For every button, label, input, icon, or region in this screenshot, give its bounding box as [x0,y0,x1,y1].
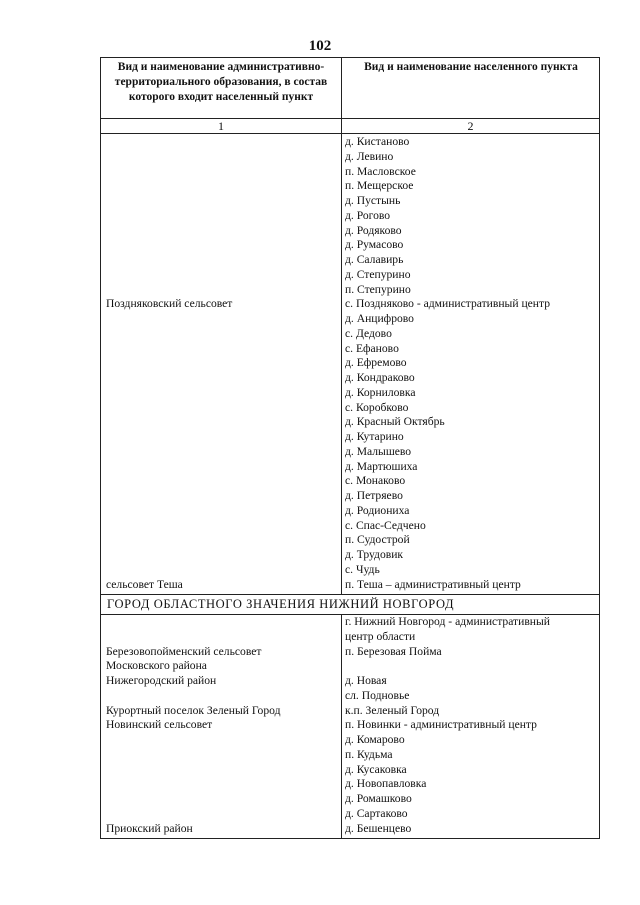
table-row [101,386,599,401]
table-row [101,135,599,150]
settlement-cell: д. Кусаковка [345,762,407,776]
territory-cell: Нижегородский район [106,674,217,687]
settlement-cell: д. Румасово [345,238,404,252]
table-row [101,704,599,719]
table-row [101,615,599,630]
settlement-cell: с. Коробково [345,400,409,414]
table-row [101,645,599,660]
table-row [101,209,599,224]
table-row [101,445,599,460]
table-row [101,268,599,283]
table-row [101,401,599,416]
settlement-cell: д. Салавирь [345,253,404,266]
settlements-table [100,57,600,839]
section-title: ГОРОД ОБЛАСТНОГО ЗНАЧЕНИЯ НИЖНИЙ НОВГОРОД [107,597,455,611]
table-row [101,548,599,563]
table-row [101,807,599,822]
column-number-1: 1 [218,119,224,133]
table-row [101,822,599,837]
column-number-2: 2 [467,119,474,133]
settlement-cell: д. Пустынь [345,194,401,207]
settlement-cell: п. Кудьма [345,747,393,761]
table-row [101,342,599,357]
column-header-1: Вид и наименование административно-территориального образования, в состав которого входит населенный пункт [114,61,328,103]
settlement-cell: д. Корниловка [345,385,416,399]
table-row [101,415,599,430]
table-row [101,460,599,475]
territory-cell: Курортный поселок Зеленый Город [106,703,281,717]
settlement-cell: д. Рогово [345,208,391,222]
table-row [101,283,599,298]
territory-cell: сельсовет Теша [106,577,183,591]
settlement-cell: с. Спас-Седчено [345,518,426,532]
settlement-cell: с. Дедово [345,326,392,340]
settlement-cell: п. Степурино [345,282,411,296]
settlement-cell: д. Родиониха [345,503,410,517]
settlement-cell: д. Трудовик [345,548,404,561]
table-row [101,689,599,704]
settlement-cell: д. Красный Октябрь [345,415,445,429]
table-row [101,792,599,807]
settlement-cell: д. Комарово [345,733,405,746]
table-row [101,630,599,645]
table-row [101,253,599,268]
district-block [101,135,599,592]
table-row [101,194,599,209]
table-row [101,519,599,534]
settlement-cell: д. Новая [345,674,387,687]
settlement-cell: с. Чудь [345,562,380,576]
settlement-cell: с. Поздняково - административный центр [345,297,551,311]
settlement-cell: д. Родяково [345,223,402,237]
settlement-cell: д. Степурино [345,267,411,281]
settlement-cell: д. Анцифрово [345,312,414,325]
settlement-cell: п. Новинки - административный центр [345,718,537,732]
settlement-cell: д. Новопавловка [345,777,427,791]
settlement-cell: п. Мещерское [345,179,414,193]
settlement-cell: п. Судострой [345,533,410,547]
table-row [101,659,599,674]
settlement-cell: д. Петряево [345,489,403,502]
settlement-cell: с. Ефаново [345,341,399,355]
table-row [101,179,599,194]
settlement-cell: д. Бешенцево [345,821,412,835]
settlement-cell: к.п. Зеленый Город [345,703,440,717]
territory-cell: Новинский сельсовет [106,718,213,732]
settlement-cell: п. Теша – административный центр [345,577,521,591]
table-row [101,165,599,180]
settlement-cell: сл. Подновье [345,688,410,702]
settlement-cell: д. Кистаново [345,135,410,148]
table-row [101,718,599,733]
settlement-cell: д. Кутарино [345,430,404,443]
settlement-cell: г. Нижний Новгород - административный [345,615,551,628]
settlement-cell: п. Масловское [345,164,416,178]
table-row [101,474,599,489]
table-row [101,489,599,504]
table-row [101,733,599,748]
table-row [101,504,599,519]
table-row [101,777,599,792]
territory-cell: Березовопойменский сельсовет [106,644,262,658]
table-row [101,674,599,689]
settlement-cell: центр области [345,629,416,643]
table-row [101,312,599,327]
settlement-cell: д. Малышево [345,444,412,458]
territory-cell: Приокский район [106,821,193,835]
settlement-cell: д. Мартюшиха [345,459,418,473]
table-row [101,150,599,165]
table-row [101,297,599,312]
settlement-cell: д. Ромашково [345,792,412,805]
settlement-cell: д. Кондраково [345,371,415,384]
column-header-2: Вид и наименование населенного пункта [364,61,578,73]
table-row [101,356,599,371]
table-row [101,578,599,593]
number-row-divider [101,133,599,134]
settlement-cell: п. Березовая Пойма [345,644,442,658]
table-row [101,224,599,239]
settlement-cell: д. Сартаково [345,806,408,820]
settlement-cell: д. Левино [345,149,394,163]
table-row [101,763,599,778]
table-row [101,748,599,763]
territory-cell: Поздняковский сельсовет [106,297,233,311]
territory-cell: Московского района [106,659,207,673]
city-block [101,615,599,836]
settlement-cell: д. Ефремово [345,356,407,370]
table-row [101,430,599,445]
table-row [101,238,599,253]
table-row [101,563,599,578]
table-row [101,533,599,548]
settlement-cell: с. Монаково [345,474,406,488]
table-row [101,327,599,342]
table-row [101,371,599,386]
page-number: 102 [308,38,332,54]
